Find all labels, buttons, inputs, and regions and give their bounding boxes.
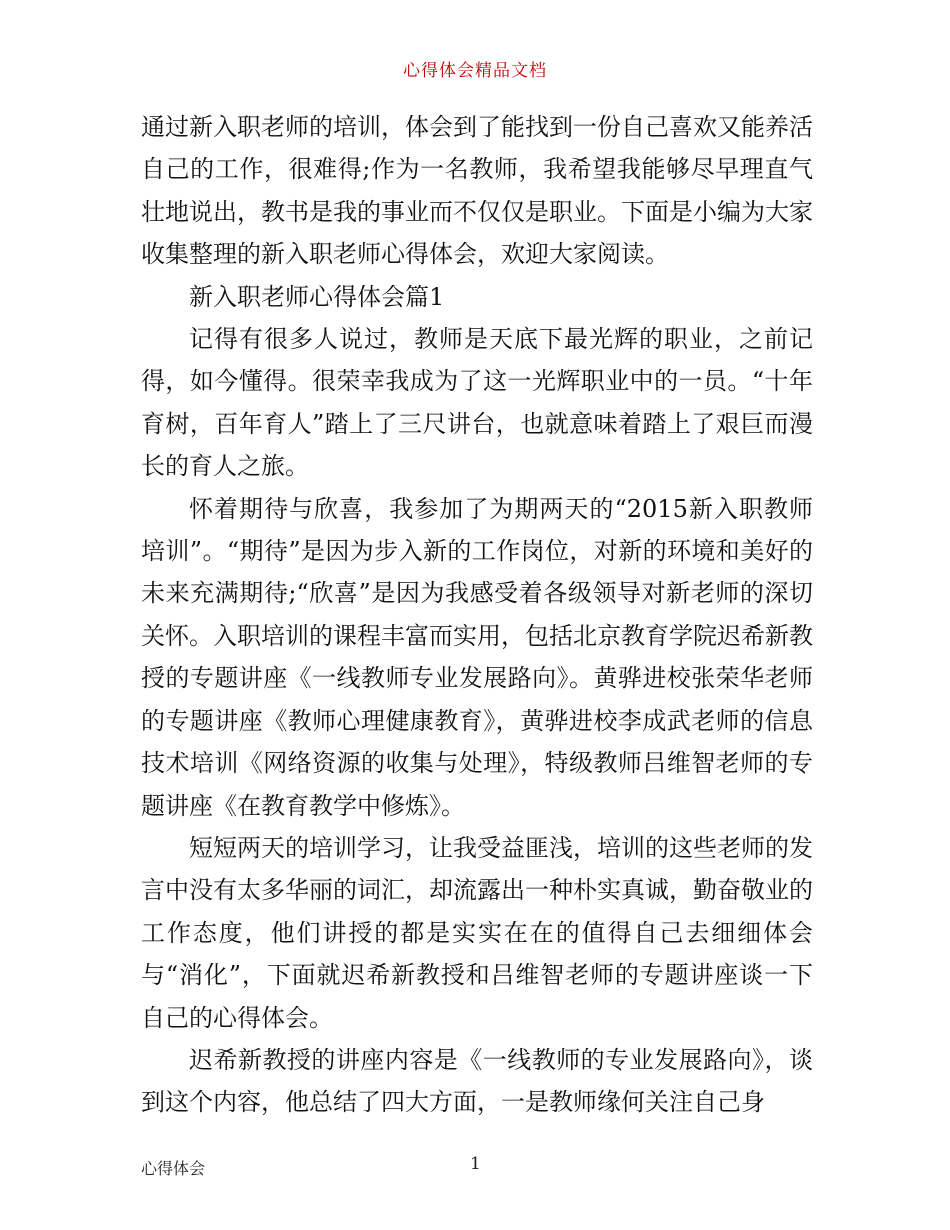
body-paragraph: 怀着期待与欣喜，我参加了为期两天的“2015新入职教师培训”。“期待”是因为步入新的工作岗位，对新的环境和美好的未来充满期待;“欣喜”是因为我感受着各级领导对新老师的深切关怀。入职培训的课程丰富而实用，包括北京教育学院迟希新教授的专题讲座《一线教师专业发展路向》。黄骅进校张荣华老师的专题讲座《教师心理健康教育》，黄骅进校李成武老师的信息技术培训《网络资源的收集与处理》，特级教师吕维智老师的专题讲座《在教育教学中修炼》。: [141, 494, 813, 820]
footer-label: 心得体会: [141, 1159, 206, 1178]
document-header: 心得体会精品文档: [403, 61, 547, 81]
body-paragraph: 迟希新教授的讲座内容是《一线教师的专业发展路向》，谈到这个内容，他总结了四大方面，一是教师缘何关注自己身: [141, 1045, 813, 1117]
intro-paragraph: 通过新入职老师的培训，体会到了能找到一份自己喜欢又能养活自己的工作，很难得;作为一名教师，我希望我能够尽早理直气壮地说出，教书是我的事业而不仅仅是职业。下面是小编为大家收集整理的新入职老师心得体会，欢迎大家阅读。: [141, 113, 813, 269]
document-body: [141, 106, 813, 1124]
body-paragraph: 记得有很多人说过，教师是天底下最光辉的职业，之前记得，如今懂得。很荣幸我成为了这一光辉职业中的一员。“十年育树，百年育人”踏上了三尺讲台，也就意味着踏上了艰巨而漫长的育人之旅。: [141, 325, 813, 481]
body-paragraph: 短短两天的培训学习，让我受益匪浅，培训的这些老师的发言中没有太多华丽的词汇，却流露出一种朴实真诚，勤奋敬业的工作态度，他们讲授的都是实实在在的值得自己去细细体会与“消化”，下面就迟希新教授和吕维智老师的专题讲座谈一下自己的心得体会。: [141, 833, 813, 1032]
page-number: 1: [470, 1154, 481, 1174]
section-heading: 新入职老师心得体会篇1: [189, 282, 445, 311]
